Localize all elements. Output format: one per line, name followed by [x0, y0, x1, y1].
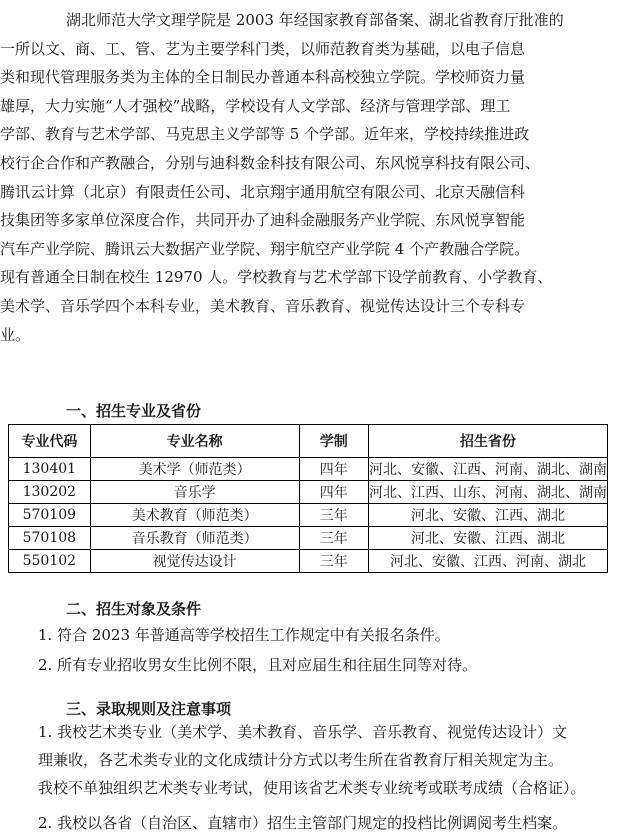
table-row	[9, 504, 608, 527]
header-name: 专业名称	[90, 425, 299, 458]
cell-code: 550102	[9, 550, 91, 573]
cell-name: 音乐学	[90, 481, 299, 504]
header-provinces: 招生省份	[368, 425, 607, 458]
section2-title: 二、招生对象及条件	[66, 600, 202, 618]
intro-line: 学部、教育与艺术学部、马克思主义学部等 5 个学部。近年来，学校持续推进政	[0, 125, 530, 144]
cell-code: 570108	[9, 527, 91, 550]
table-row	[9, 481, 608, 504]
intro-line: 美术学、音乐学四个本科专业，美术教育、音乐教育、视觉传达设计三个专科专	[0, 296, 526, 315]
cell-years: 三年	[299, 504, 368, 527]
cell-name: 美术学（师范类）	[90, 458, 299, 481]
section3-title: 三、录取规则及注意事项	[66, 700, 232, 718]
cell-code: 130202	[9, 481, 91, 504]
intro-line: 类和现代管理服务类为主体的全日制民办普通本科高校独立学院。学校师资力量	[0, 68, 526, 87]
section1-title: 一、招生专业及省份	[66, 402, 202, 420]
table-header-row	[9, 425, 608, 458]
cell-provinces: 河北、安徽、江西、河南、湖北	[368, 550, 607, 573]
section2-item-1: 1. 符合 2023 年普通高等学校招生工作规定中有关报名条件。	[38, 626, 450, 644]
cell-name: 音乐教育（师范类）	[90, 527, 299, 550]
section2-item-2: 2. 所有专业招收男女生比例不限，且对应届生和往届生同等对待。	[38, 656, 478, 674]
cell-years: 四年	[299, 481, 368, 504]
intro-line: 业。	[0, 325, 31, 344]
intro-line: 汽车产业学院、腾讯云大数据产业学院、翔宇航空产业学院 4 个产教融合学院。	[0, 239, 530, 258]
section3-paragraph-1	[38, 718, 586, 802]
paragraph-line: 我校不单独组织艺术类专业考试，使用该省艺术类专业统考或联考成绩（合格证）。	[38, 779, 586, 797]
cell-provinces: 河北、江西、山东、河南、湖北、湖南	[368, 481, 607, 504]
cell-code: 570109	[9, 504, 91, 527]
intro-line: 一所以文、商、工、管、艺为主要学科门类，以师范教育类为基础，以电子信息	[0, 39, 526, 58]
intro-line: 湖北师范大学文理学院是 2003 年经国家教育部备案、湖北省教育厅批准的	[66, 11, 564, 29]
intro-line: 校行企合作和产教融合，分别与迪科数金科技有限公司、东风悦享科技有限公司、	[0, 153, 541, 172]
cell-name: 视觉传达设计	[90, 550, 299, 573]
intro-line: 现有普通全日制在校生 12970 人。学校教育与艺术学部下设学前教育、小学教育、	[0, 268, 553, 287]
cell-years: 三年	[299, 527, 368, 550]
table-row	[9, 550, 608, 573]
majors-table	[8, 424, 608, 573]
section3-item-2: 2. 我校以各省（自治区、直辖市）招生主管部门规定的投档比例调阅考生档案。	[38, 814, 568, 832]
table-row	[9, 527, 608, 550]
cell-name: 美术教育（师范类）	[90, 504, 299, 527]
cell-provinces: 河北、安徽、江西、湖北	[368, 504, 607, 527]
cell-code: 130401	[9, 458, 91, 481]
cell-years: 四年	[299, 458, 368, 481]
paragraph-line: 1. 我校艺术类专业（美术学、美术教育、音乐学、音乐教育、视觉传达设计）文	[38, 723, 568, 741]
intro-line: 技集团等多家单位深度合作，共同开办了迪科金融服务产业学院、东风悦享智能	[0, 211, 526, 230]
header-years: 学制	[299, 425, 368, 458]
cell-years: 三年	[299, 550, 368, 573]
header-code: 专业代码	[9, 425, 91, 458]
intro-paragraph	[0, 6, 586, 349]
intro-line: 雄厚，大力实施“人才强校”战略，学校设有人文学部、经济与管理学部、理工	[0, 96, 511, 115]
intro-line: 腾讯云计算（北京）有限责任公司、北京翔宇通用航空有限公司、北京天融信科	[0, 182, 526, 201]
cell-provinces: 河北、安徽、江西、湖北	[368, 527, 607, 550]
table-row	[9, 458, 608, 481]
paragraph-line: 理兼收，各艺术类专业的文化成绩计分方式以考生所在省教育厅相关规定为主。	[38, 751, 564, 769]
cell-provinces: 河北、安徽、江西、河南、湖北、湖南	[368, 458, 607, 481]
